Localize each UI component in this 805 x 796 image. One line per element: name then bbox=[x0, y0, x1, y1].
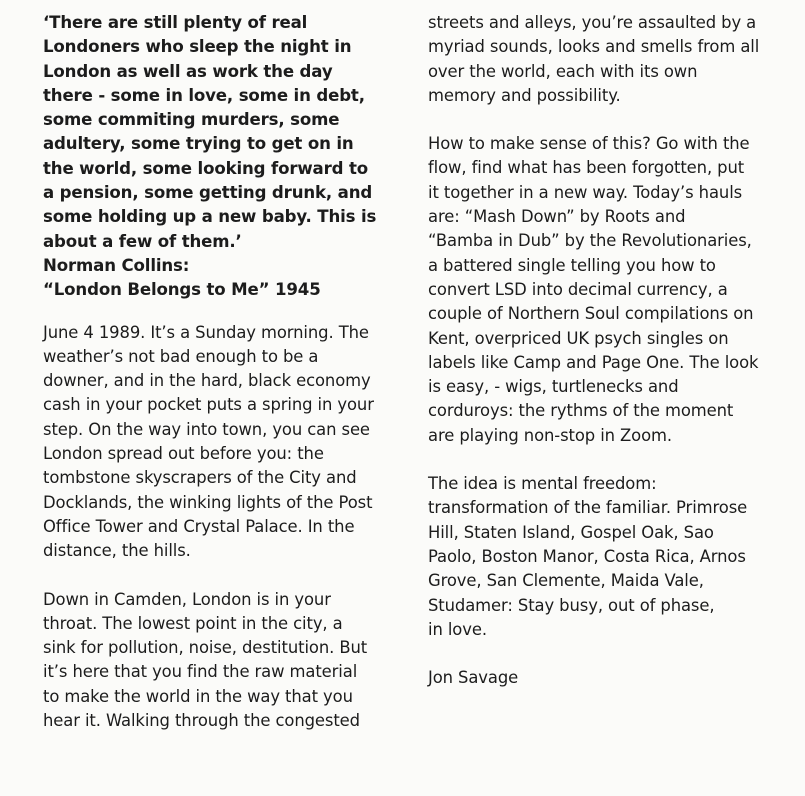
text-line: Office Tower and Crystal Palace. In the bbox=[43, 516, 355, 536]
quote-line: some commiting murders, some bbox=[43, 110, 340, 130]
quote-line: the world, some looking forward to bbox=[43, 158, 369, 178]
body-paragraph bbox=[428, 472, 798, 642]
left-column bbox=[43, 0, 408, 733]
text-line: tombstone skyscrapers of the City and bbox=[43, 468, 357, 488]
text-line: in love. bbox=[428, 619, 487, 639]
text-line: London spread out before you: the bbox=[43, 444, 324, 464]
text-line: it together in a new way. Today’s hauls bbox=[428, 182, 743, 202]
epigraph-quote bbox=[43, 11, 408, 303]
text-line: Studamer: Stay busy, out of phase, bbox=[428, 595, 715, 615]
author-signature bbox=[428, 666, 798, 690]
quote-line: Londoners who sleep the night in bbox=[43, 37, 352, 57]
text-line: is easy, - wigs, turtlenecks and bbox=[428, 377, 679, 397]
text-line: Down in Camden, London is in your bbox=[43, 589, 331, 609]
body-paragraph bbox=[428, 132, 798, 448]
text-line: sink for pollution, noise, destitution. But bbox=[43, 638, 368, 658]
text-line: Kent, overpriced UK psych singles on bbox=[428, 328, 729, 348]
text-line: corduroys: the rythms of the moment bbox=[428, 401, 734, 421]
quote-line: about a few of them.’ bbox=[43, 231, 242, 251]
signature-text: Jon Savage bbox=[428, 668, 519, 688]
text-line: are playing non-stop in Zoom. bbox=[428, 425, 673, 445]
right-column bbox=[428, 0, 798, 690]
text-line: myriad sounds, looks and smells from all bbox=[428, 37, 760, 57]
text-line: Hill, Staten Island, Gospel Oak, Sao bbox=[428, 522, 714, 542]
text-line: Paolo, Boston Manor, Costa Rica, Arnos bbox=[428, 546, 746, 566]
text-line: transformation of the familiar. Primrose bbox=[428, 498, 748, 518]
body-paragraph bbox=[428, 11, 798, 108]
text-line: The idea is mental freedom: bbox=[428, 474, 657, 494]
text-line: downer, and in the hard, black economy bbox=[43, 371, 371, 391]
text-line: to make the world in the way that you bbox=[43, 686, 353, 706]
quote-line: ‘There are still plenty of real bbox=[43, 13, 308, 32]
quote-line: a pension, some getting drunk, and bbox=[43, 183, 373, 203]
text-line: labels like Camp and Page One. The look bbox=[428, 352, 759, 372]
text-line: streets and alleys, you’re assaulted by a bbox=[428, 13, 757, 32]
quote-line: some holding up a new baby. This is bbox=[43, 207, 377, 227]
text-line: throat. The lowest point in the city, a bbox=[43, 613, 343, 633]
text-line: couple of Northern Soul compilations on bbox=[428, 304, 754, 324]
body-paragraph bbox=[43, 321, 408, 564]
text-line: over the world, each with its own bbox=[428, 61, 698, 81]
text-line: a battered single telling you how to bbox=[428, 255, 716, 275]
text-line: distance, the hills. bbox=[43, 541, 191, 561]
text-line: it’s here that you find the raw material bbox=[43, 662, 358, 682]
text-line: memory and possibility. bbox=[428, 85, 621, 105]
quote-line: adultery, some trying to get on in bbox=[43, 134, 354, 154]
text-line: weather’s not bad enough to be a bbox=[43, 346, 319, 366]
text-line: “Bamba in Dub” by the Revolutionaries, bbox=[428, 231, 752, 251]
text-line: cash in your pocket puts a spring in your bbox=[43, 395, 374, 415]
text-line: convert LSD into decimal currency, a bbox=[428, 279, 728, 299]
text-line: hear it. Walking through the congested bbox=[43, 711, 360, 731]
text-line: are: “Mash Down” by Roots and bbox=[428, 207, 686, 227]
quote-attribution-author: Norman Collins: bbox=[43, 255, 190, 275]
text-line: flow, find what has been forgotten, put bbox=[428, 158, 745, 178]
text-line: Grove, San Clemente, Maida Vale, bbox=[428, 571, 704, 591]
quote-line: London as well as work the day bbox=[43, 61, 333, 81]
text-line: How to make sense of this? Go with the bbox=[428, 134, 750, 154]
text-line: June 4 1989. It’s a Sunday morning. The bbox=[43, 322, 369, 342]
quote-line: there - some in love, some in debt, bbox=[43, 85, 365, 105]
text-line: Docklands, the winking lights of the Post bbox=[43, 492, 373, 512]
body-paragraph bbox=[43, 588, 408, 734]
text-line: step. On the way into town, you can see bbox=[43, 419, 370, 439]
quote-attribution-work: “London Belongs to Me” 1945 bbox=[43, 280, 321, 300]
